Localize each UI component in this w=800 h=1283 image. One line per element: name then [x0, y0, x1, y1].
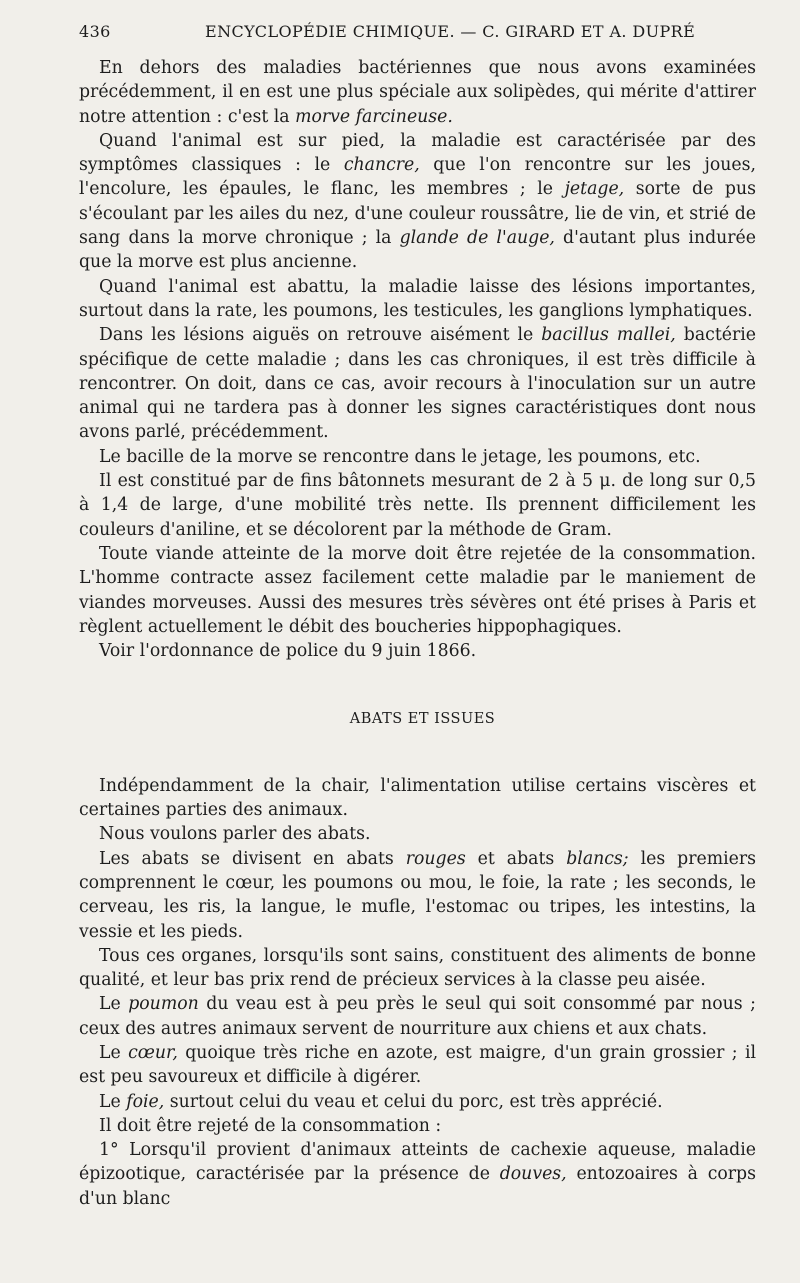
- running-header: [79, 22, 756, 48]
- section-heading: ABATS ET ISSUES: [349, 711, 496, 728]
- paragraph: Quand l'animal est sur pied, la maladie est caractérisée par des symptômes classiques : le chancre, que l'on rencontre sur les joues, l'encolure, les épaules, le flanc, les membres ; le jetage, sorte de pus s'écoulant par les ailes du nez, d'une couleur roussâtre, lie de vin, et strié de sang dans la morve chronique ; la glande de l'auge, d'autant plus indurée que la morve est plus ancienne.: [79, 130, 756, 273]
- paragraph: Tous ces organes, lorsqu'ils sont sains, constituent des aliments de bonne qualité, et leur bas prix rend de précieux services à la classe peu aisée.: [79, 945, 756, 991]
- paragraph: Toute viande atteinte de la morve doit être rejetée de la consommation. L'homme contracte assez facilement cette maladie par le maniement de viandes morveuses. Aussi des mesures très sévères ont été prises à Paris et règlent actuellement le débit des boucheries hippophagiques.: [79, 543, 756, 637]
- paragraph: Le poumon du veau est à peu près le seul qui soit consommé par nous ; ceux des autres animaux servent de nourriture aux chiens et aux chats.: [79, 994, 757, 1039]
- paragraph: Voir l'ordonnance de police du 9 juin 1866.: [99, 641, 477, 662]
- page-body: [79, 56, 756, 1211]
- paragraph: Le cœur, quoique très riche en azote, est maigre, d'un grain grossier ; il est peu savoureux et difficile à digérer.: [79, 1042, 756, 1088]
- running-title: ENCYCLOPÉDIE CHIMIQUE. — C. GIRARD ET A. DUPRÉ: [205, 22, 696, 41]
- paragraph: En dehors des maladies bactériennes que nous avons examinées précédemment, il en est une plus spéciale aux solipèdes, qui mérite d'attirer notre attention : c'est la morve farcineuse.: [79, 58, 756, 127]
- paragraph: Il doit être rejeté de la consommation :: [99, 1115, 442, 1136]
- paragraph: Quand l'animal est abattu, la maladie laisse des lésions importantes, surtout dans la rate, les poumons, les testicules, les ganglions lymphatiques.: [79, 276, 756, 321]
- paragraph: Le bacille de la morve se rencontre dans le jetage, les poumons, etc.: [99, 446, 701, 467]
- paragraph: Il est constitué par de fins bâtonnets mesurant de 2 à 5 μ. de long sur 0,5 à 1,4 de large, d'une mobilité très nette. Ils prennent difficilement les couleurs d'aniline, et se décolorent par la méthode de Gram.: [79, 471, 756, 540]
- paragraph: Les abats se divisent en abats rouges et abats blancs; les premiers comprennent le cœur, les poumons ou mou, le foie, la rate ; les seconds, le cerveau, les ris, la langue, le mufle, l'estomac ou tripes, les intestins, la vessie et les pieds.: [79, 848, 756, 942]
- page-number: 436: [79, 22, 111, 41]
- paragraph: Indépendamment de la chair, l'alimentation utilise certains viscères et certaines parties des animaux.: [79, 775, 756, 821]
- paragraph: Nous voulons parler des abats.: [99, 824, 371, 845]
- paragraph: 1° Lorsqu'il provient d'animaux atteints de cachexie aqueuse, maladie épizootique, caractérisée par la présence de douves, entozoaires à corps d'un blanc: [79, 1140, 756, 1209]
- paragraph: Le foie, surtout celui du veau et celui du porc, est très apprécié.: [99, 1091, 663, 1112]
- paragraph: Dans les lésions aiguës on retrouve aisément le bacillus mallei, bactérie spécifique de cette maladie ; dans les cas chroniques, il est très difficile à rencontrer. On doit, dans ce cas, avoir recours à l'inoculation sur un autre animal qui ne tardera pas à donner les signes caractéristiques dont nous avons parlé, précédemment.: [79, 325, 757, 443]
